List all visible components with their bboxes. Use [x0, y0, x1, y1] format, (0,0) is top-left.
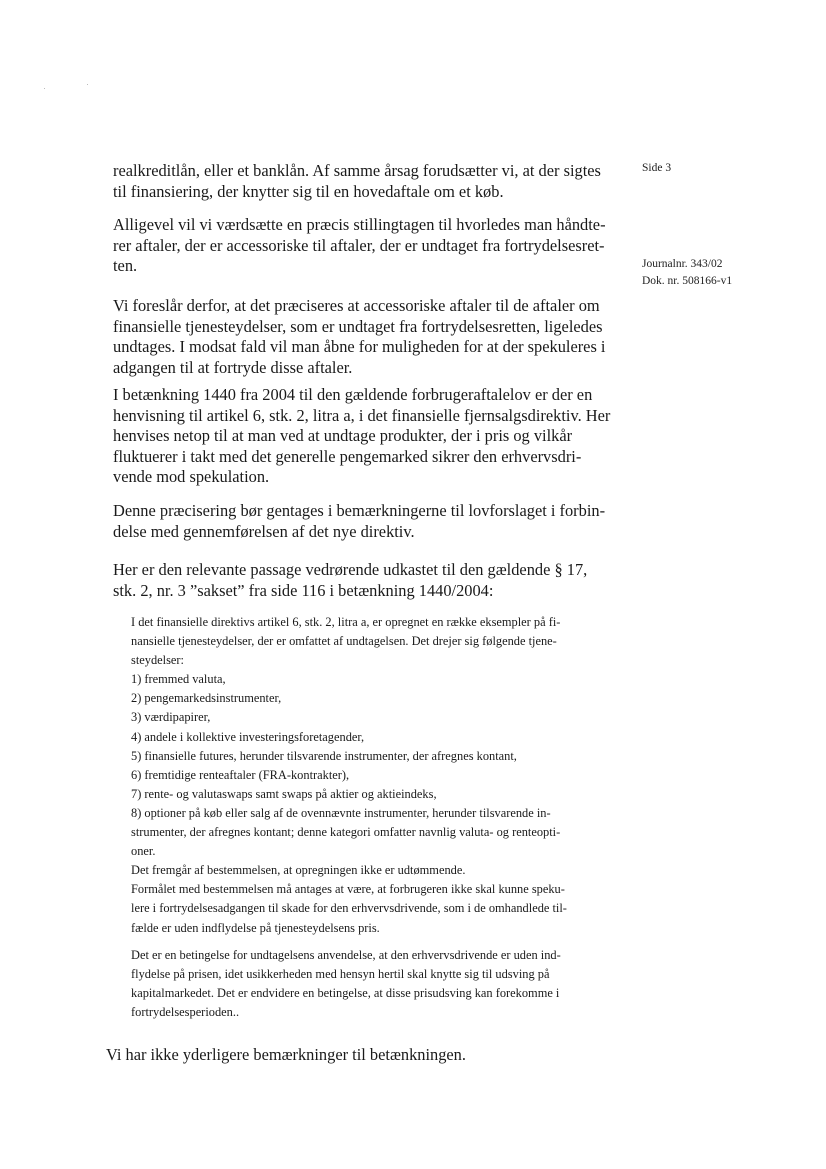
quote-list-item: 6) fremtidige renteaftaler (FRA-kontrakter), [131, 767, 350, 782]
text-line: til finansiering, der knytter sig til en hovedaftale om et køb. [113, 181, 504, 201]
scan-specks [40, 82, 100, 94]
quote-list-item: 3) værdipapirer, [131, 710, 211, 725]
page-number-label [642, 160, 671, 177]
quote-line: fælde er uden indflydelse på tjenesteydelsens pris. [131, 920, 380, 935]
quote-line: oner. [131, 844, 156, 859]
text-line: Denne præcisering bør gentages i bemærkningerne til lovforslaget i forbin- [113, 501, 606, 520]
paragraph-accessory-agreements [113, 215, 606, 277]
text-line: rer aftaler, der er accessoriske til aftaler, der er undtaget fra fortrydelsesret- [113, 235, 605, 255]
quote-list-item: 4) andele i kollektive investeringsforetagender, [131, 729, 365, 744]
paragraph-proposal [113, 296, 606, 378]
quote-line: I det finansielle direktivs artikel 6, stk. 2, litra a, er opregnet en række eksempler på fi- [131, 615, 561, 629]
document-number: Dok. nr. 508166-v1 [642, 275, 733, 287]
text-line: realkreditlån, eller et banklån. Af samme årsag forudsætter vi, at der sigtes [113, 161, 601, 180]
quote-line: flydelse på prisen, idet usikkerheden med hensyn hertil skal knytte sig til udsving på [131, 967, 550, 982]
quote-line: Det fremgår af bestemmelsen, at opregningen ikke er udtømmende. [131, 863, 466, 878]
text-line: henvises netop til at man ved at undtage produkter, der i pris og vilkår [113, 426, 573, 445]
quoted-passage-condition [131, 946, 601, 1022]
quoted-passage [131, 613, 601, 938]
paragraph-financing [113, 161, 603, 202]
text-line: fluktuerer i takt med det generelle pengemarked sikrer den erhvervsdri- [113, 446, 582, 466]
text-line: I betænkning 1440 fra 2004 til den gældende forbrugeraftalelov er der en [113, 385, 593, 404]
quote-list-item: 8) optioner på køb eller salg af de ovennævnte instrumenter, herunder tilsvarende in- [131, 805, 551, 820]
quote-line: steydelser: [131, 653, 184, 668]
text-line: Vi foreslår derfor, at det præciseres at accessoriske aftaler til de aftaler om [113, 296, 600, 315]
text-line: Alligevel vil vi værdsætte en præcis stillingtagen til hvorledes man håndte- [113, 215, 606, 234]
paragraph-report-reference [113, 385, 611, 488]
text-line: undtages. I modsat fald vil man åbne for muligheden for at der spekuleres i [113, 337, 606, 356]
paragraph-quote-intro [113, 560, 603, 601]
text-line: henvisning til artikel 6, stk. 2, litra a, i det finansielle fjernsalgsdirektiv. Her [113, 405, 611, 425]
text-line: adgangen til at fortryde disse aftaler. [113, 357, 353, 377]
quote-list-item: 1) fremmed valuta, [131, 672, 226, 687]
paragraph-repeat-clarification [113, 501, 606, 542]
closing-remark: Vi har ikke yderligere bemærkninger til betænkningen. [106, 1045, 466, 1064]
text-line: ten. [113, 256, 138, 275]
quote-line: Formålet med bestemmelsen må antages at være, at forbrugeren ikke skal kunne speku- [131, 882, 565, 897]
quote-line: Det er en betingelse for undtagelsens anvendelse, at den erhvervsdrivende er uden ind- [131, 948, 561, 962]
quote-line: strumenter, der afregnes kontant; denne kategori omfatter navnlig valuta- og renteopti- [131, 825, 561, 840]
quote-list-item: 5) finansielle futures, herunder tilsvarende instrumenter, der afregnes kontant, [131, 748, 517, 763]
quote-line: fortrydelsesperioden.. [131, 1005, 240, 1020]
text-line: vende mod spekulation. [113, 467, 270, 486]
quote-line: nansielle tjenesteydelser, der er omfattet af undtagelsen. Det drejer sig følgende tjene- [131, 634, 557, 649]
text-line: Her er den relevante passage vedrørende udkastet til den gældende § 17, [113, 560, 588, 579]
quote-line: lere i fortrydelsesadgangen til skade for den erhvervsdrivende, som i de omhandlede til- [131, 901, 567, 916]
document-reference [642, 256, 732, 290]
quote-line: kapitalmarkedet. Det er endvidere en betingelse, at disse prisudsving kan forekomme i [131, 986, 560, 1001]
text-line: stk. 2, nr. 3 ”sakset” fra side 116 i betænkning 1440/2004: [113, 580, 494, 600]
quote-list-item: 7) rente- og valutaswaps samt swaps på aktier og aktieindeks, [131, 786, 437, 801]
page-number: Side 3 [642, 162, 672, 174]
text-line: finansielle tjenesteydelser, som er undtaget fra fortrydelsesretten, ligeledes [113, 316, 603, 336]
quote-list-item: 2) pengemarkedsinstrumenter, [131, 691, 282, 706]
text-line: delse med gennemførelsen af det nye direktiv. [113, 521, 415, 541]
journal-number: Journalnr. 343/02 [642, 258, 723, 270]
